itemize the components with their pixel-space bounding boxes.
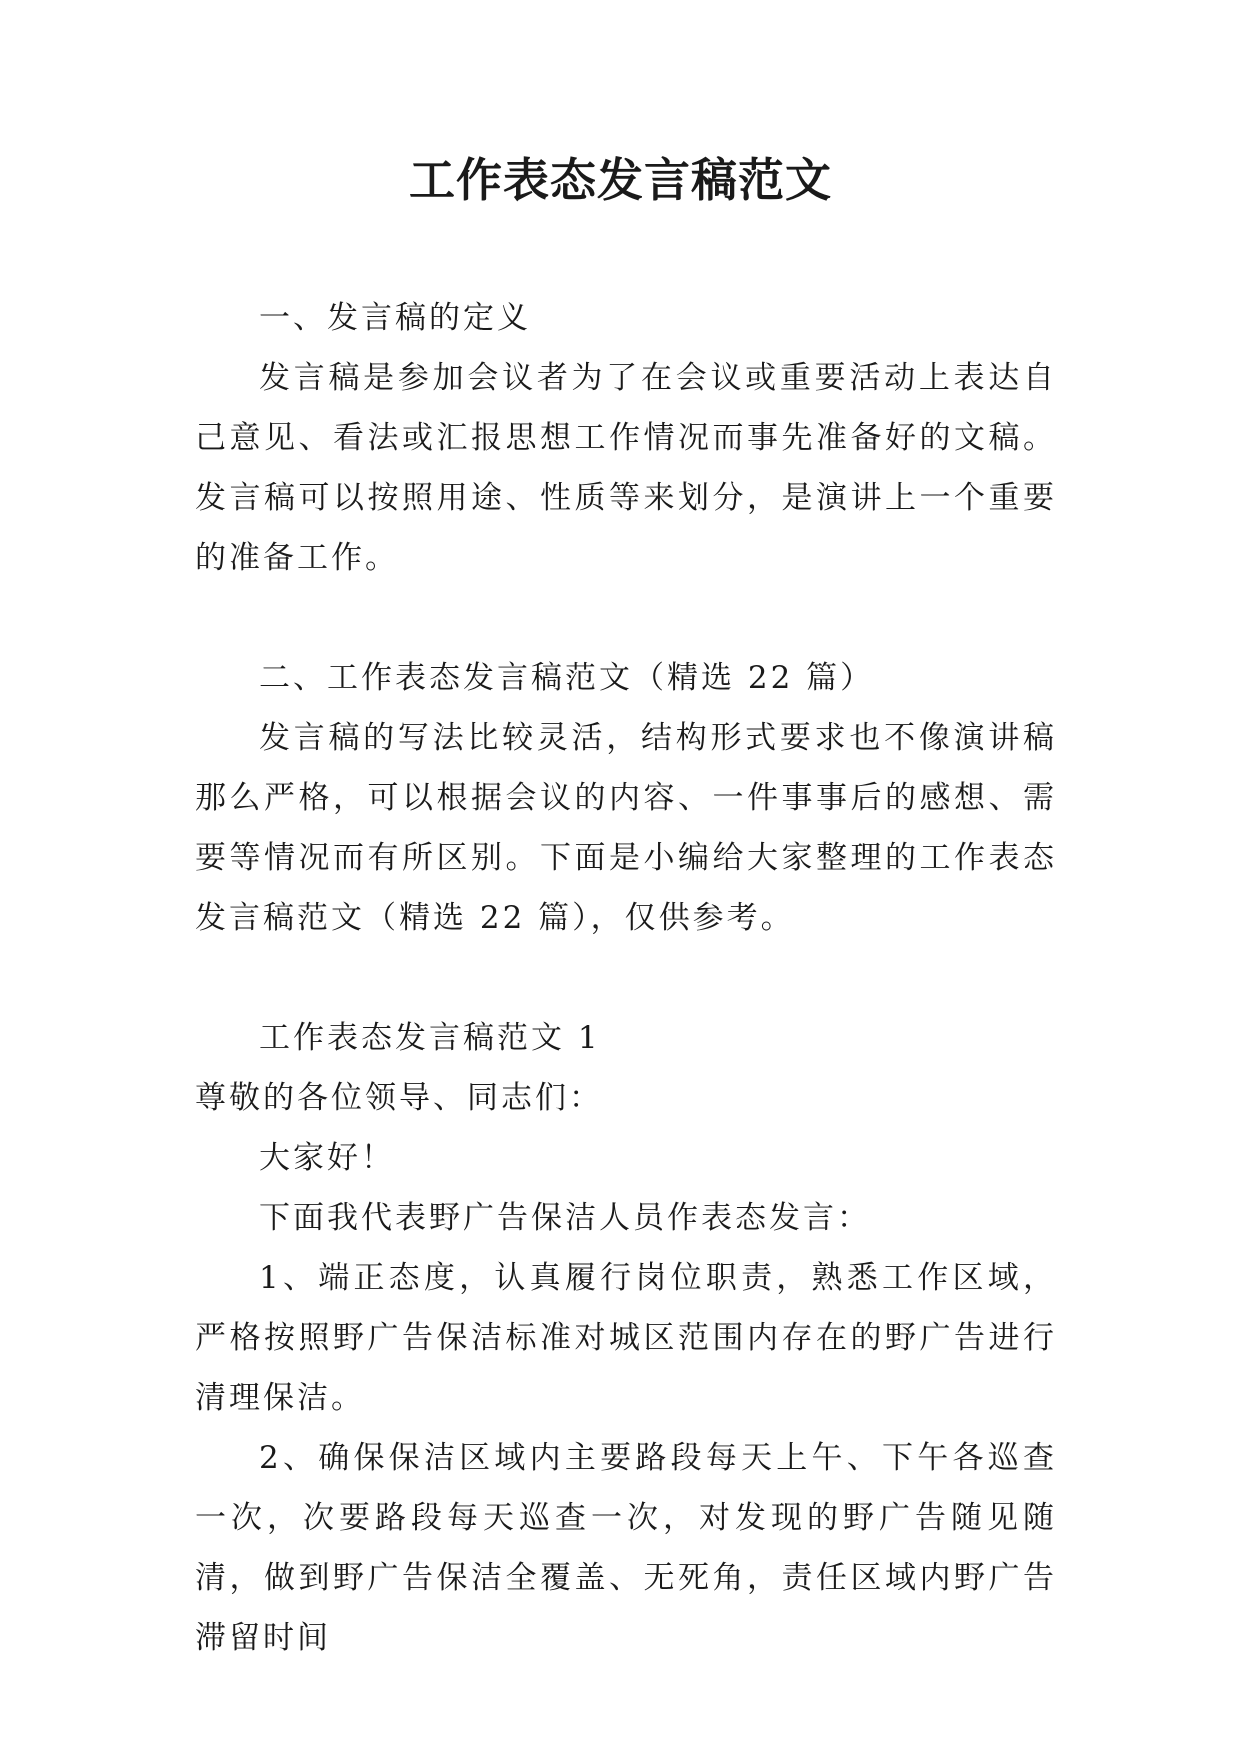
paragraph-definition: 发言稿是参加会议者为了在会议或重要活动上表达自己意见、看法或汇报思想工作情况而事先准备好的文稿。发言稿可以按照用途、性质等来划分，是演讲上一个重要的准备工作。 (195, 360, 1057, 576)
speech-point-2: 2、确保保洁区域内主要路段每天上午、下午各巡查一次，次要路段每天巡查一次，对发现的野广告随见随清，做到野广告保洁全覆盖、无死角，责任区域内野广告滞留时间 (195, 1440, 1057, 1656)
sample-heading-1: 工作表态发言稿范文 1 (259, 1020, 601, 1056)
speech-point-1: 1、端正态度，认真履行岗位职责，熟悉工作区域，严格按照野广告保洁标准对城区范围内存在的野广告进行清理保洁。 (195, 1260, 1057, 1416)
salutation: 尊敬的各位领导、同志们： (195, 1080, 603, 1116)
greeting: 大家好！ (259, 1140, 395, 1176)
paragraph-intro: 发言稿的写法比较灵活，结构形式要求也不像演讲稿那么严格，可以根据会议的内容、一件事事后的感想、需要等情况而有所区别。下面是小编给大家整理的工作表态发言稿范文（精选 22 篇），仅供参考。 (195, 720, 1057, 936)
section-heading-samples: 二、工作表态发言稿范文（精选 22 篇） (259, 660, 875, 696)
speech-intro: 下面我代表野广告保洁人员作表态发言： (259, 1200, 871, 1236)
section-heading-definition: 一、发言稿的定义 (259, 300, 531, 336)
document-body (195, 288, 1057, 1668)
document-title: 工作表态发言稿范文 (409, 153, 832, 207)
